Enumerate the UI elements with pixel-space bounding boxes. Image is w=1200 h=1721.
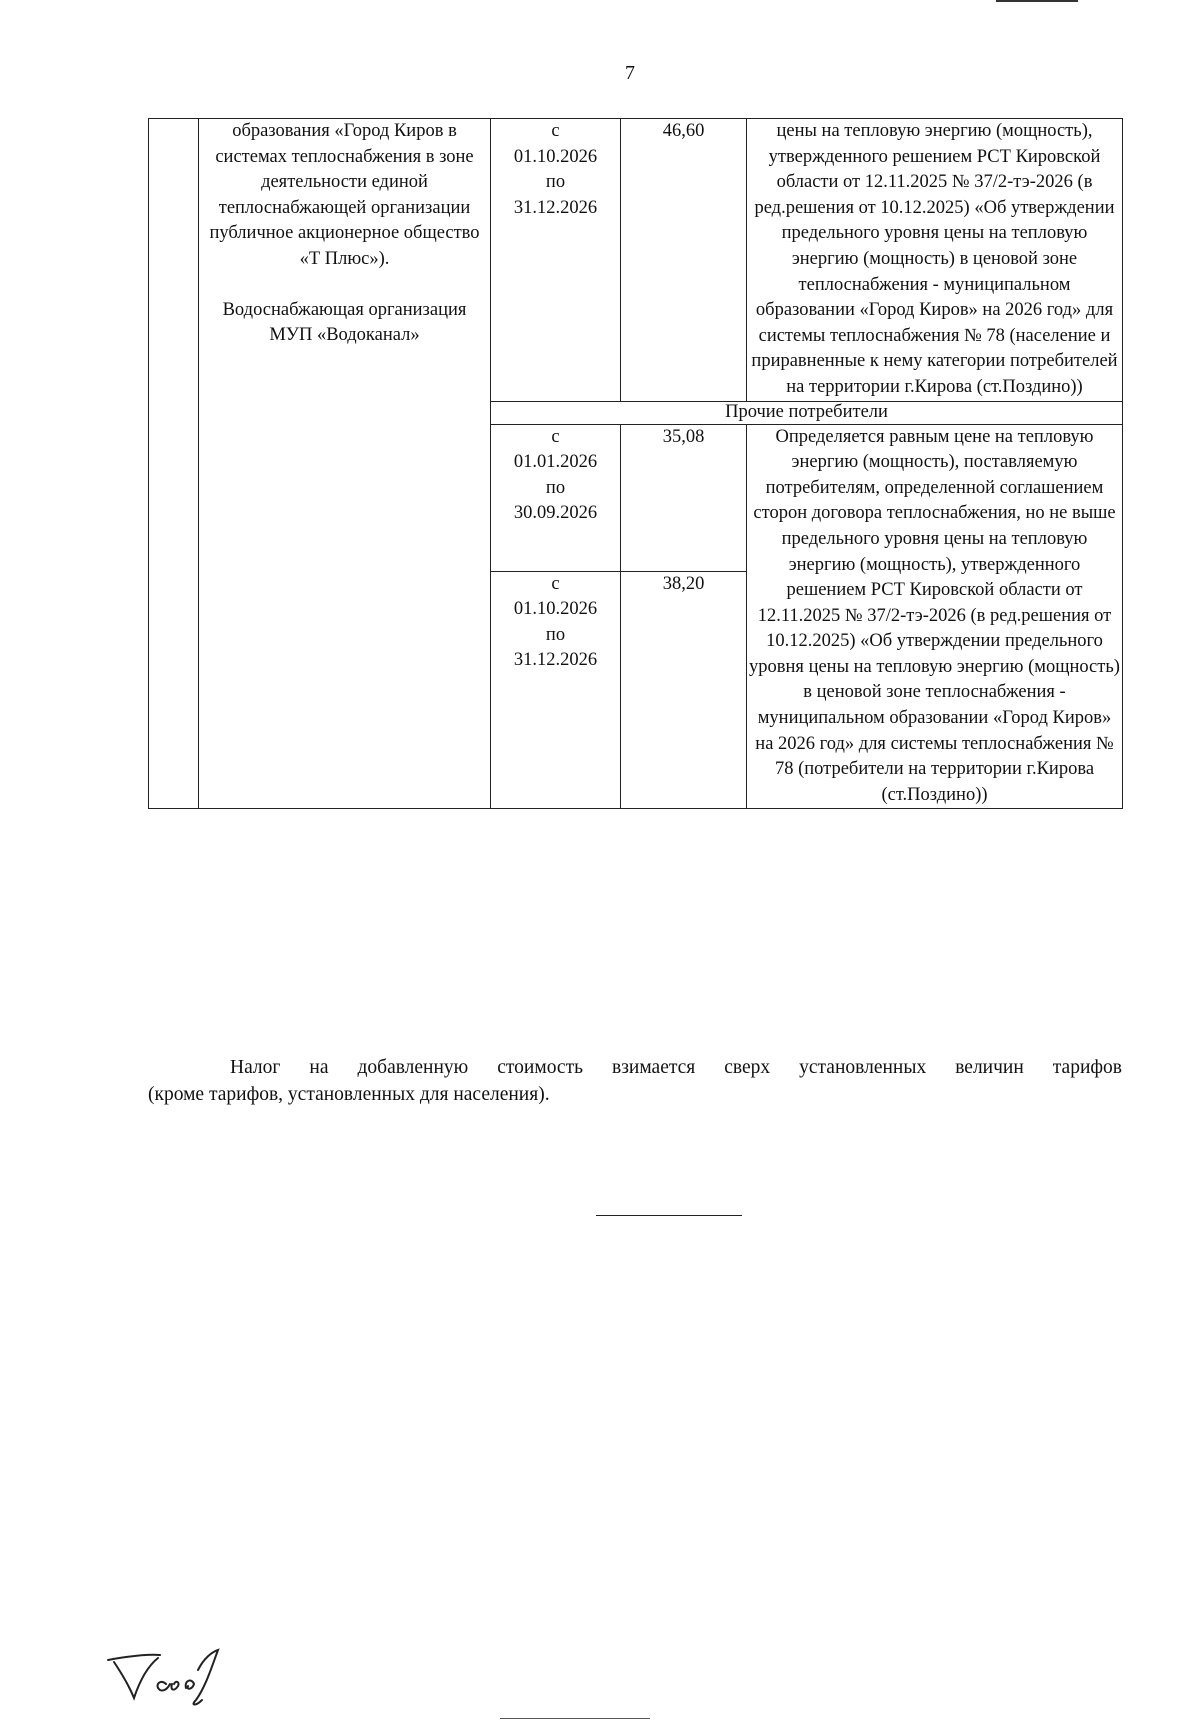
price-cell: 46,60 bbox=[621, 119, 747, 402]
vat-note-line-2: (кроме тарифов, установленных для населения). bbox=[148, 1084, 550, 1105]
water-supplier-text: Водоснабжающая организация МУП «Водоканал» bbox=[222, 299, 467, 346]
signature-icon bbox=[100, 1640, 250, 1710]
period-from: 01.10.2026 bbox=[513, 146, 598, 167]
tariff-table bbox=[148, 118, 1123, 809]
organization-cell bbox=[199, 119, 491, 809]
table-row bbox=[149, 119, 1123, 402]
vat-note-line-1: Налог на добавленную стоимость взимается сверх установленных величин тарифов bbox=[230, 1057, 1122, 1078]
period-from: 01.10.2026 bbox=[513, 599, 598, 620]
period-cell: с 01.01.2026 по 30.09.2026 bbox=[491, 424, 621, 571]
period-to: 31.12.2026 bbox=[513, 650, 598, 671]
price-cell: 35,08 bbox=[621, 424, 747, 571]
top-edge-rule bbox=[996, 0, 1078, 2]
period-from: 01.01.2026 bbox=[513, 452, 598, 473]
vat-note bbox=[148, 1054, 1122, 1108]
handwritten-signature bbox=[100, 1640, 250, 1710]
period-cell: с 01.10.2026 по 31.12.2026 bbox=[491, 571, 621, 809]
bottom-edge-rule bbox=[500, 1718, 650, 1719]
row-number-cell bbox=[149, 119, 199, 809]
end-of-document-rule bbox=[596, 1215, 742, 1216]
period-to: 30.09.2026 bbox=[513, 503, 598, 524]
page-number: 7 bbox=[625, 62, 635, 84]
period-to: 31.12.2026 bbox=[513, 197, 598, 218]
basis-cell: цены на тепловую энергию (мощность), утвержденного решением РСТ Кировской области от 12.11.2025 № 37/2-тэ-2026 (в ред.решения от 10.12.2025) «Об утверждении предельного уровня цены на тепловую энергию (мощность) в ценовой зоне теплоснабжения - муниципальном образовании «Город Киров» на 2026 год» для системы теплоснабжения № 78 (население и приравненные к нему категории потребителей на территории г.Кирова (ст.Поздино)) bbox=[747, 119, 1123, 402]
basis-cell: Определяется равным цене на тепловую энергию (мощность), поставляемую потребителям, определенной соглашением сторон договора теплоснабжения, но не выше предельного уровня цены на тепловую энергию (мощность), утвержденного решением РСТ Кировской области от 12.11.2025 № 37/2-тэ-2026 (в ред.решения от 10.12.2025) «Об утверждении предельного уровня цены на тепловую энергию (мощность) в ценовой зоне теплоснабжения - муниципальном образовании «Город Киров» на 2026 год» для системы теплоснабжения № 78 (потребители на территории г.Кирова (ст.Поздино)) bbox=[747, 424, 1123, 809]
heat-supplier-text: образования «Город Киров в системах теплоснабжения в зоне деятельности единой теплоснабжающей организации публичное акционерное общество «Т Плюс»). bbox=[209, 121, 480, 269]
period-cell: с 01.10.2026 по 31.12.2026 bbox=[491, 119, 621, 402]
price-cell: 38,20 bbox=[621, 571, 747, 809]
other-consumers-label: Прочие потребители bbox=[491, 401, 1123, 424]
